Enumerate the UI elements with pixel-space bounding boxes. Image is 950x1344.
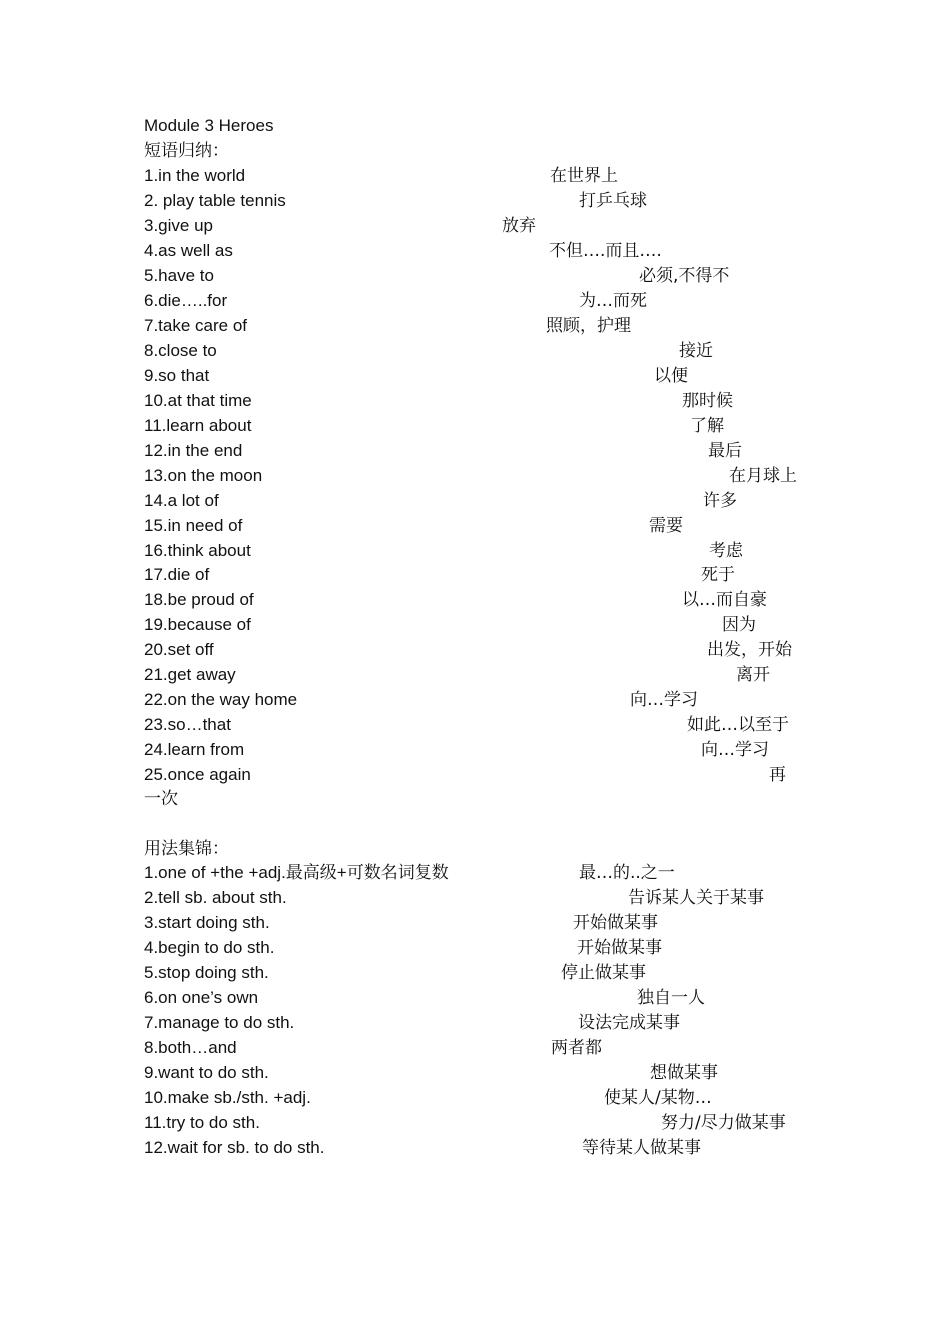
usage-heading: 用法集锦： — [144, 839, 229, 859]
usage-zh: 使某人/某物… — [604, 1088, 712, 1108]
phrase-en: 10.at that time — [144, 391, 252, 410]
usage-en: 9.want to do sth. — [144, 1063, 269, 1082]
usage-zh: 等待某人做某事 — [582, 1138, 701, 1158]
phrase-zh-wrap: 一次 — [144, 789, 178, 809]
phrase-zh: 死于 — [701, 565, 735, 585]
phrase-zh: 出发，开始 — [707, 640, 792, 660]
phrase-zh: 如此…以至于 — [687, 715, 789, 735]
phrase-zh: 离开 — [736, 665, 770, 685]
usage-zh: 告诉某人关于某事 — [628, 888, 764, 908]
phrase-en: 19.because of — [144, 615, 251, 634]
phrase-en: 1.in the world — [144, 166, 246, 185]
usage-en: 10.make sb./sth. +adj. — [144, 1088, 311, 1107]
phrase-en: 9.so that — [144, 366, 210, 385]
phrase-en: 14.a lot of — [144, 491, 219, 510]
phrase-en: 6.die…..for — [144, 291, 228, 310]
phrase-en: 25.once again — [144, 765, 251, 784]
phrases-heading: 短语归纳： — [144, 141, 229, 161]
usage-en: 2.tell sb. about sth. — [144, 888, 287, 907]
usage-en: 1.one of +the +adj.最高级+可数名词复数 — [144, 863, 449, 882]
phrase-zh: 向…学习 — [701, 740, 769, 760]
phrase-zh: 再 — [769, 765, 786, 785]
phrase-zh: 以…而自豪 — [682, 590, 767, 610]
usage-zh: 开始做某事 — [577, 938, 662, 958]
phrase-zh: 在世界上 — [550, 166, 618, 186]
phrase-zh: 因为 — [722, 615, 756, 635]
phrase-en: 21.get away — [144, 665, 236, 684]
phrase-en: 3.give up — [144, 216, 213, 235]
usage-en: 4.begin to do sth. — [144, 938, 275, 957]
phrase-en: 20.set off — [144, 640, 214, 659]
usage-zh: 努力/尽力做某事 — [661, 1113, 786, 1133]
phrase-en: 2. play table tennis — [144, 191, 286, 210]
phrase-en: 15.in need of — [144, 516, 243, 535]
phrase-zh: 许多 — [703, 491, 737, 511]
phrase-en: 11.learn about — [144, 416, 252, 435]
phrase-en: 17.die of — [144, 565, 210, 584]
phrase-en: 5.have to — [144, 266, 214, 285]
phrase-en: 4.as well as — [144, 241, 233, 260]
phrase-zh: 那时候 — [682, 391, 733, 411]
usage-zh: 两者都 — [551, 1038, 602, 1058]
phrase-zh: 接近 — [679, 341, 713, 361]
phrase-zh: 了解 — [690, 416, 724, 436]
usage-zh: 开始做某事 — [573, 913, 658, 933]
usage-zh: 设法完成某事 — [578, 1013, 680, 1033]
phrase-en: 18.be proud of — [144, 590, 254, 609]
phrase-zh: 照顾，护理 — [546, 316, 631, 336]
usage-zh: 停止做某事 — [561, 963, 646, 983]
phrase-en: 23.so…that — [144, 715, 231, 734]
phrase-en: 16.think about — [144, 541, 251, 560]
phrase-zh: 最后 — [708, 441, 742, 461]
phrase-zh: 不但….而且…. — [549, 241, 662, 261]
phrase-zh: 向…学习 — [630, 690, 698, 710]
phrase-en: 22.on the way home — [144, 690, 298, 709]
usage-en: 11.try to do sth. — [144, 1113, 260, 1132]
usage-en: 6.on one’s own — [144, 988, 259, 1007]
usage-en: 5.stop doing sth. — [144, 963, 269, 982]
usage-en: 7.manage to do sth. — [144, 1013, 295, 1032]
phrase-en: 13.on the moon — [144, 466, 263, 485]
document-title: Module 3 Heroes — [144, 116, 274, 135]
phrase-zh: 需要 — [649, 516, 683, 536]
phrase-zh: 在月球上 — [729, 466, 797, 486]
phrase-en: 24.learn from — [144, 740, 245, 759]
phrase-zh: 考虑 — [709, 541, 743, 561]
usage-zh: 独自一人 — [637, 988, 705, 1008]
phrase-en: 7.take care of — [144, 316, 248, 335]
usage-zh: 想做某事 — [650, 1063, 718, 1083]
phrase-zh: 必须,不得不 — [639, 266, 730, 286]
phrase-zh: 为…而死 — [579, 291, 647, 311]
usage-zh: 最…的..之一 — [579, 863, 675, 883]
phrase-zh: 放弃 — [502, 216, 536, 236]
usage-en: 3.start doing sth. — [144, 913, 270, 932]
phrase-zh: 打乒乓球 — [579, 191, 647, 211]
phrase-en: 8.close to — [144, 341, 217, 360]
phrase-en: 12.in the end — [144, 441, 243, 460]
usage-en: 12.wait for sb. to do sth. — [144, 1138, 325, 1157]
phrase-zh: 以便 — [654, 366, 688, 386]
usage-en: 8.both…and — [144, 1038, 237, 1057]
